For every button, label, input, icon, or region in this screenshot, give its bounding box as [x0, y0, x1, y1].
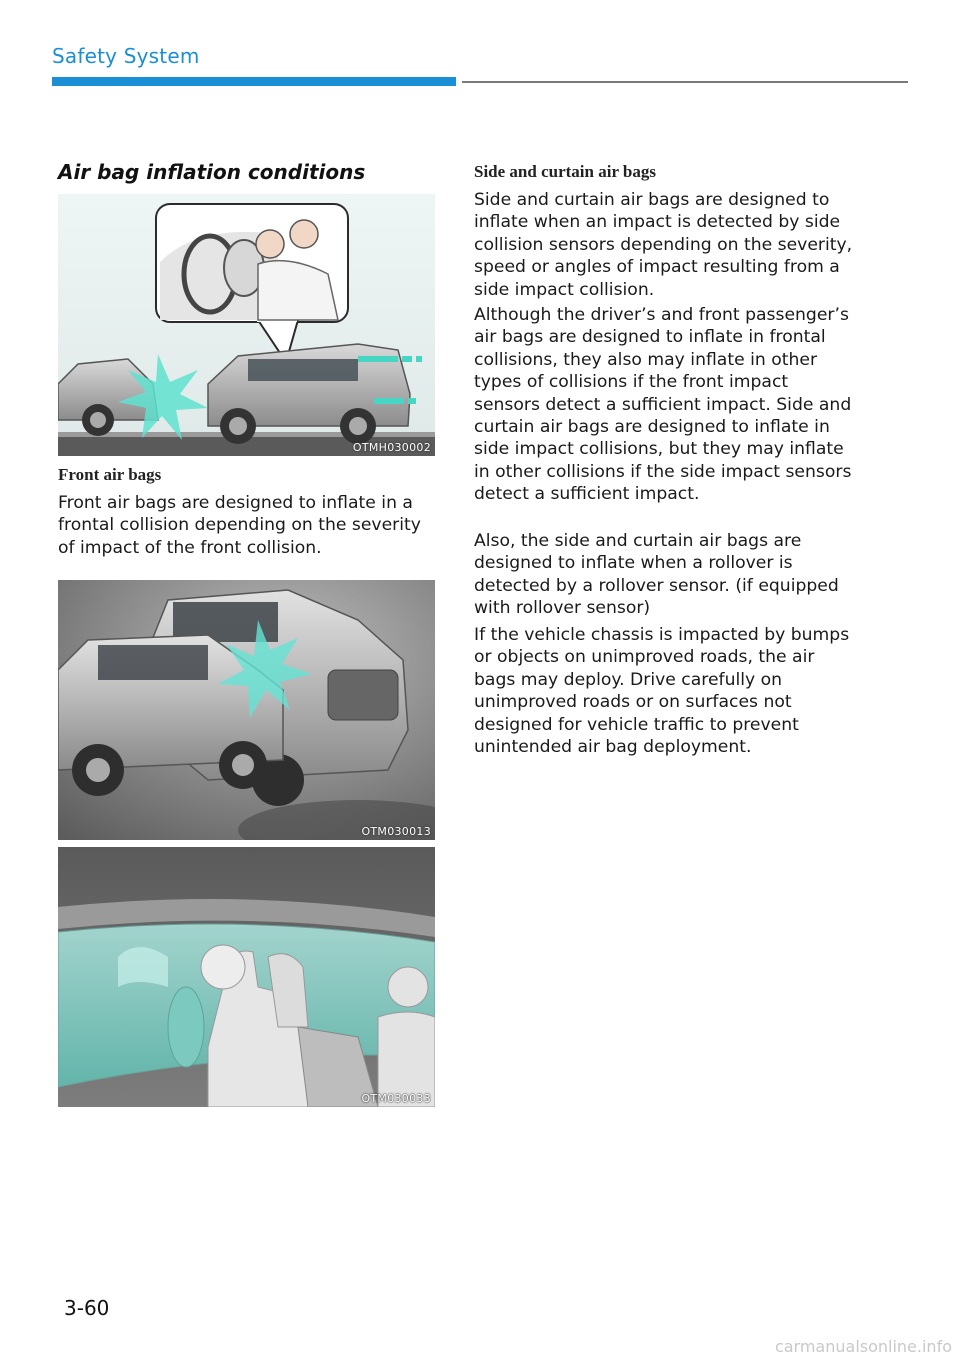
figure-frontal-collision	[58, 194, 435, 456]
front-air-bags-text: Front air bags are designed to inflate in a frontal collision depending on the severity of impact of the front collision.	[58, 493, 421, 558]
section-title: Air bag inflation conditions	[58, 160, 366, 184]
page-number: 3-60	[64, 1296, 110, 1320]
figure-code-label: OTMH030002	[352, 441, 431, 454]
front-air-bags-heading: Front air bags	[58, 465, 162, 484]
front-crash-illustration	[58, 580, 435, 840]
curtain-airbag-illustration	[58, 847, 435, 1107]
figure-curtain-airbag	[58, 847, 435, 1107]
header-title: Safety System	[52, 44, 200, 68]
side-curtain-paragraph-1: Side and curtain air bags are designed to inflate when an impact is detected by side collision sensors depending on the severity, speed or angles of impact resulting from a side impact collision.	[474, 190, 853, 300]
watermark: carmanualsonline.info	[774, 1337, 952, 1356]
header-bar-accent	[52, 77, 456, 86]
side-curtain-paragraph-2: Although the driver’s and front passenger’s air bags are designed to inflate in frontal collisions, they also may inflate in other types of collisions if the front impact sensors detect a sufficient impact. Side and curtain air bags are designed to inflate in side impact collisions, but they may inflate in other collisions if the side impact sensors detect a sufficient impact.	[474, 305, 852, 505]
side-curtain-heading: Side and curtain air bags	[474, 162, 657, 181]
frontal-collision-illustration	[58, 194, 435, 456]
figure-code-label: OTM030033	[361, 1092, 431, 1105]
side-curtain-paragraph-3: Also, the side and curtain air bags are designed to inflate when a rollover is detected by a rollover sensor. (if equipped with rollover sensor)	[474, 531, 839, 619]
header-bar-rule	[462, 81, 908, 83]
side-curtain-paragraph-4: If the vehicle chassis is impacted by bumps or objects on unimproved roads, the air bags may deploy. Drive carefully on unimproved roads or on surfaces not designed for vehicle traffic to prevent unintended air bag deployment.	[474, 625, 850, 758]
figure-front-crash	[58, 580, 435, 840]
figure-code-label: OTM030013	[361, 825, 431, 838]
